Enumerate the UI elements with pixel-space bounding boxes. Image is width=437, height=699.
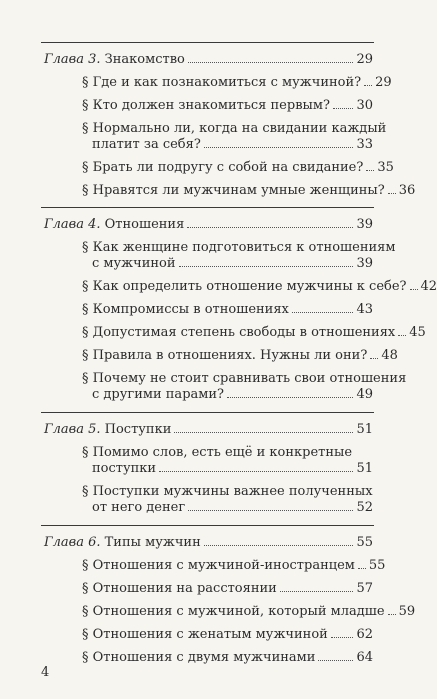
leader-dots	[280, 591, 354, 592]
leader-dots	[174, 432, 353, 433]
section-sign: §	[82, 445, 89, 460]
page-number: 57	[356, 581, 373, 596]
entry-title: Отношения с мужчиной, который младше	[92, 604, 385, 619]
leader-dots	[388, 614, 396, 615]
chapter-title: Типы мужчин	[104, 535, 201, 550]
section-sign: §	[82, 240, 89, 255]
entry-title: Компромиссы в отношениях	[92, 302, 289, 317]
entry-title: Допустимая степень свободы в отношениях	[92, 325, 396, 340]
leader-dots	[333, 108, 354, 109]
entry-title: Нравятся ли мужчинам умные женщины?	[92, 183, 385, 198]
entry-title-continued: от него денег	[92, 500, 186, 515]
leader-dots	[331, 637, 354, 638]
leader-dots	[188, 62, 354, 63]
chapter-title: Отношения	[104, 217, 185, 232]
section-sign: §	[82, 558, 89, 573]
section-sign: §	[82, 98, 89, 113]
leader-dots	[179, 266, 354, 267]
section-sign: §	[82, 279, 89, 294]
leader-dots	[370, 358, 378, 359]
chapter-title: Поступки	[104, 422, 172, 437]
section-sign: §	[82, 371, 89, 386]
leader-dots	[398, 335, 406, 336]
leader-dots	[410, 289, 418, 290]
folio-page-number: 4	[41, 665, 50, 680]
leader-dots	[227, 397, 353, 398]
section-sign: §	[82, 581, 89, 596]
leader-dots	[358, 568, 366, 569]
page-number: 43	[356, 302, 373, 317]
leader-dots	[187, 227, 353, 228]
page-number: 55	[368, 558, 386, 573]
section-sign: §	[82, 627, 89, 642]
page-number: 62	[356, 627, 373, 642]
page-number: 51	[356, 422, 373, 437]
leader-dots	[188, 510, 353, 511]
entry-title: Отношения с мужчиной-иностранцем	[92, 558, 355, 573]
entry-title-continued: платит за себя?	[92, 137, 201, 152]
page-number: 39	[356, 256, 373, 271]
section-sign: §	[82, 302, 89, 317]
entry-title: Правила в отношениях. Нужны ли они?	[92, 348, 368, 363]
entry-title-continued: с другими парами?	[92, 387, 225, 402]
section-divider	[41, 42, 374, 43]
page-number: 48	[381, 348, 398, 363]
chapter-title: Знакомство	[104, 52, 185, 67]
page-number: 42	[420, 279, 437, 294]
entry-title: Кто должен знакомиться первым?	[92, 98, 330, 113]
page-number: 51	[356, 461, 373, 476]
leader-dots	[318, 660, 353, 661]
leader-dots	[204, 545, 354, 546]
page-number: 36	[398, 183, 416, 198]
page-number: 64	[356, 650, 373, 665]
section-sign: §	[82, 650, 89, 665]
page-number: 35	[377, 160, 394, 175]
entry-title: Отношения с двумя мужчинами	[92, 650, 316, 665]
entry-title: Отношения на расстоянии	[92, 581, 277, 596]
page-number: 29	[356, 52, 373, 67]
entry-title: Брать ли подругу с собой на свидание?	[92, 160, 364, 175]
entry-title: Нормально ли, когда на свидании каждый	[92, 121, 387, 136]
page-number: 52	[356, 500, 373, 515]
page-number: 55	[356, 535, 373, 550]
chapter-label: Глава 5.	[44, 422, 101, 437]
entry-title: Где и как познакомиться с мужчиной?	[92, 75, 362, 90]
leader-dots	[366, 170, 374, 171]
leader-dots	[388, 193, 396, 194]
page-number: 33	[356, 137, 373, 152]
section-sign: §	[82, 484, 89, 499]
entry-title: Почему не стоит сравнивать свои отношения	[92, 371, 407, 386]
page-number: 59	[398, 604, 416, 619]
chapter-label: Глава 6.	[44, 535, 101, 550]
entry-title: Поступки мужчины важнее полученных	[92, 484, 373, 499]
chapter-label: Глава 3.	[44, 52, 101, 67]
entry-title-continued: с мужчиной	[92, 256, 176, 271]
page-number: 49	[356, 387, 373, 402]
section-sign: §	[82, 75, 89, 90]
entry-title-continued: поступки	[92, 461, 157, 476]
section-divider	[41, 412, 374, 413]
section-sign: §	[82, 121, 89, 136]
section-sign: §	[82, 604, 89, 619]
section-divider	[41, 525, 374, 526]
entry-title: Помимо слов, есть ещё и конкретные	[92, 445, 353, 460]
entry-title: Как определить отношение мужчины к себе?	[92, 279, 407, 294]
page-number: 29	[375, 75, 392, 90]
leader-dots	[204, 147, 354, 148]
page-number: 39	[356, 217, 373, 232]
page-number: 45	[409, 325, 426, 340]
leader-dots	[364, 85, 372, 86]
leader-dots	[159, 471, 353, 472]
section-sign: §	[82, 183, 89, 198]
section-sign: §	[82, 160, 89, 175]
chapter-label: Глава 4.	[44, 217, 101, 232]
section-sign: §	[82, 325, 89, 340]
entry-title: Как женщине подготовиться к отношениям	[92, 240, 396, 255]
page-number: 30	[356, 98, 373, 113]
section-sign: §	[82, 348, 89, 363]
section-divider	[41, 207, 374, 208]
entry-title: Отношения с женатым мужчиной	[92, 627, 328, 642]
leader-dots	[292, 312, 354, 313]
